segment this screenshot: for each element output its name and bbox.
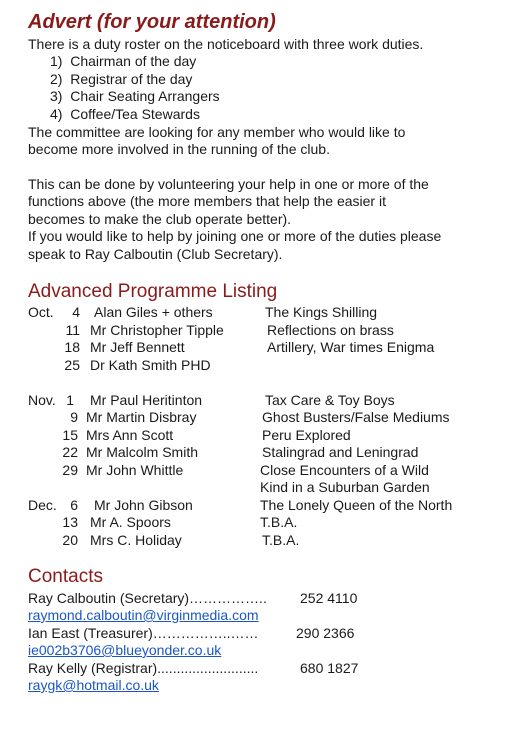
paragraph-line: The committee are looking for any member who would like to <box>28 124 406 140</box>
duty-text: Chair Seating Arrangers <box>70 88 220 104</box>
event-speaker: Mr A. Spoors <box>90 514 171 530</box>
event-speaker: Mr Jeff Bennett <box>90 339 185 355</box>
event-speaker: Mr Christopher Tipple <box>90 322 224 338</box>
event-topic: Ghost Busters/False Mediums <box>262 409 450 425</box>
event-topic: Stalingrad and Leningrad <box>262 444 419 460</box>
month-label: Nov. <box>28 392 56 408</box>
event-speaker: Mr Martin Disbray <box>86 409 197 425</box>
programme-title: Advanced Programme Listing <box>28 281 278 302</box>
duty-text: Registrar of the day <box>70 71 193 87</box>
event-speaker: Mr John Gibson <box>94 497 193 513</box>
event-topic: T.B.A. <box>260 514 298 530</box>
event-day: 29 <box>62 462 78 478</box>
advert-intro: There is a duty roster on the noticeboard with three work duties. <box>28 36 424 52</box>
duty-number: 2) <box>50 71 63 87</box>
event-speaker: Dr Kath Smith PHD <box>90 357 211 373</box>
event-speaker: Mrs C. Holiday <box>90 532 182 548</box>
event-topic: Tax Care & Toy Boys <box>265 392 395 408</box>
duty-item <box>50 106 200 123</box>
month-label: Oct. <box>28 304 54 320</box>
event-speaker: Alan Giles + others <box>94 304 213 320</box>
paragraph-line: If you would like to help by joining one or more of the duties please <box>28 228 442 244</box>
contact-label: Ray Calboutin (Secretary)…………….. <box>28 590 267 606</box>
contact-phone: 252 4110 <box>300 590 358 606</box>
event-day: 22 <box>62 444 78 460</box>
event-topic: T.B.A. <box>262 532 300 548</box>
event-topic: Close Encounters of a Wild <box>260 462 429 478</box>
event-topic: Artillery, War times Enigma <box>267 339 435 355</box>
event-day: 1 <box>66 392 74 408</box>
duty-item <box>50 53 196 70</box>
event-day: 20 <box>62 532 78 548</box>
duty-item <box>50 88 220 105</box>
duty-text: Chairman of the day <box>70 53 197 69</box>
event-speaker: Mrs Ann Scott <box>86 427 174 443</box>
contact-email-link[interactable]: raygk@hotmail.co.uk <box>28 677 159 693</box>
contact-email-link[interactable]: raymond.calboutin@virginmedia.com <box>28 607 259 623</box>
paragraph-line: speak to Ray Calboutin (Club Secretary). <box>28 246 283 262</box>
contact-phone: 290 2366 <box>296 625 355 641</box>
duty-number: 4) <box>50 106 63 122</box>
contact-label: Ray Kelly (Registrar).......................... <box>28 660 259 676</box>
paragraph-line: becomes to make the club operate better). <box>28 211 292 227</box>
event-topic: The Lonely Queen of the North <box>260 497 453 513</box>
event-speaker: Mr Malcolm Smith <box>86 444 199 460</box>
event-day: 25 <box>64 357 80 373</box>
duty-text: Coffee/Tea Stewards <box>70 106 200 122</box>
event-topic-continued: Kind in a Suburban Garden <box>260 479 430 495</box>
event-speaker: Mr Paul Heritinton <box>90 392 203 408</box>
event-day: 15 <box>62 427 78 443</box>
event-day: 11 <box>65 322 80 338</box>
event-speaker: Mr John Whittle <box>86 462 184 478</box>
paragraph-line: This can be done by volunteering your help in one or more of the <box>28 176 429 192</box>
paragraph-line: functions above (the more members that help the easier it <box>28 193 386 209</box>
event-topic: The Kings Shilling <box>265 304 378 320</box>
event-day: 6 <box>70 497 78 513</box>
event-day: 9 <box>70 409 78 425</box>
event-day: 18 <box>64 339 80 355</box>
contact-label: Ian East (Treasurer)……………..…… <box>28 625 259 641</box>
event-topic: Reflections on brass <box>267 322 394 338</box>
advert-title: Advert (for your attention) <box>28 11 276 33</box>
contacts-title: Contacts <box>28 566 103 587</box>
event-day: 4 <box>72 304 80 320</box>
duty-number: 1) <box>50 53 63 69</box>
paragraph-line: become more involved in the running of the club. <box>28 141 330 157</box>
month-label: Dec. <box>28 497 57 513</box>
contact-email-link[interactable]: ie002b3706@blueyonder.co.uk <box>28 642 222 658</box>
duty-number: 3) <box>50 88 63 104</box>
event-day: 13 <box>62 514 78 530</box>
contact-phone: 680 1827 <box>300 660 359 676</box>
event-topic: Peru Explored <box>262 427 351 443</box>
duty-item <box>50 71 192 88</box>
